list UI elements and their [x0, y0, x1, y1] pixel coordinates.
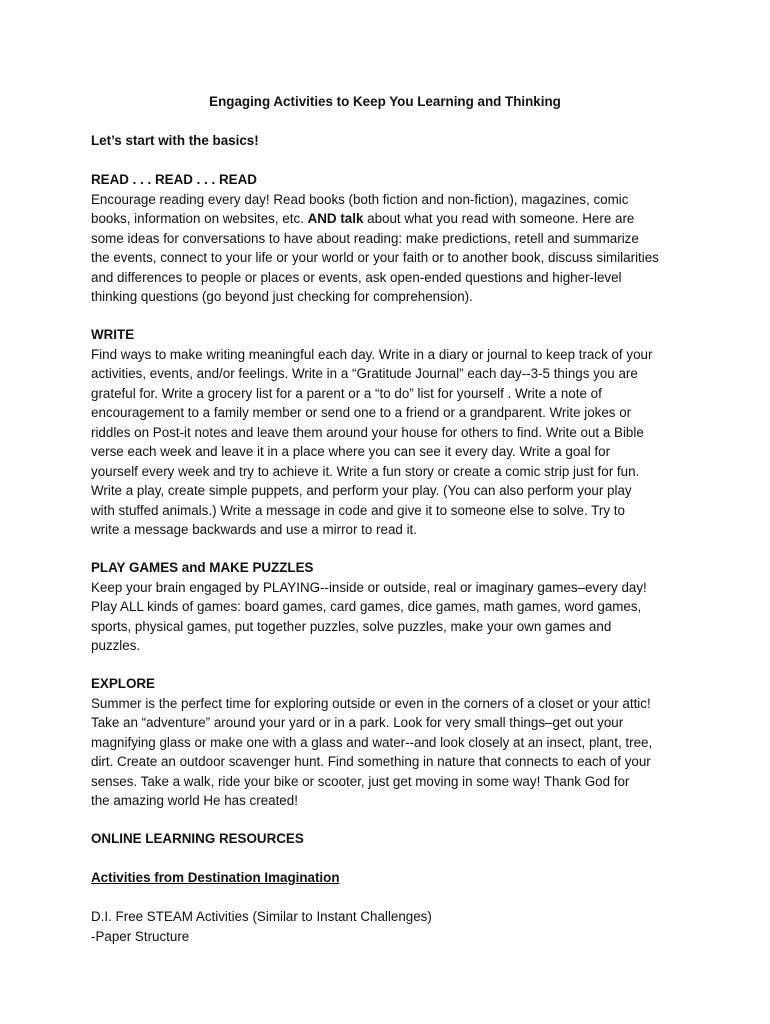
- explore-line-4: dirt. Create an outdoor scavenger hunt. Find something in nature that connects to each of your: [91, 754, 651, 769]
- section-body-games: [91, 578, 691, 656]
- online-line-2: -Paper Structure: [91, 928, 190, 944]
- section-heading-explore: EXPLORE: [91, 676, 155, 691]
- read-line-5: and differences to people or places or events, ask open-ended questions and higher-level: [91, 269, 622, 285]
- write-line-3: grateful for. Write a grocery list for a parent or a “to do” list for yourself . Write a note of: [91, 385, 602, 401]
- online-subsection: [91, 868, 691, 888]
- section-explore: [91, 674, 691, 811]
- write-line-1: Find ways to make writing meaningful each day. Write in a diary or journal to keep track of your: [91, 346, 653, 362]
- read-line-6: thinking questions (go beyond just checking for comprehension).: [91, 289, 473, 304]
- explore-line-6: the amazing world He has created!: [91, 793, 298, 808]
- games-line-1: Keep your brain engaged by PLAYING--inside or outside, real or imaginary games–every day!: [91, 579, 647, 595]
- read-line-2-bold: AND talk: [307, 211, 364, 226]
- section-body-explore: [91, 694, 691, 811]
- explore-line-5: senses. Take a walk, ride your bike or scooter, just get moving in some way! Thank God for: [91, 773, 630, 789]
- write-line-6: verse each week and leave it in a place where you can see it every day. Write a goal for: [91, 444, 611, 459]
- games-line-3: sports, physical games, put together puzzles, solve puzzles, make your own games and: [91, 618, 612, 634]
- section-heading-games: PLAY GAMES and MAKE PUZZLES: [91, 560, 314, 575]
- section-online: [91, 829, 691, 849]
- read-line-2: [91, 209, 691, 229]
- read-line-4: the events, connect to your life or your world or your faith or to another book, discuss similarities: [91, 250, 659, 265]
- section-heading-read: READ . . . READ . . . READ: [91, 172, 257, 187]
- read-line-3: some ideas for conversations to have about reading: make predictions, retell and summarize: [91, 230, 639, 246]
- read-line-2b: about what you read with someone. Here are: [363, 211, 635, 226]
- online-line-1: D.I. Free STEAM Activities (Similar to Instant Challenges): [91, 909, 432, 924]
- intro-line: Let’s start with the basics!: [91, 133, 259, 148]
- section-body-write: [91, 345, 691, 540]
- online-list: [91, 907, 691, 946]
- write-line-8: Write a play, create simple puppets, and perform your play. (You can also perform your play: [91, 483, 632, 498]
- section-read: [91, 170, 691, 307]
- intro-text: [91, 131, 691, 151]
- read-line-1: Encourage reading every day! Read books (both fiction and non-fiction), magazines, comic: [91, 191, 629, 207]
- section-heading-write: WRITE: [91, 327, 135, 342]
- write-line-5: riddles on Post-it notes and leave them around your house for others to find. Write out a Bible: [91, 424, 644, 440]
- explore-line-3: magnifying glass or make one with a glass and water--and look closely at an insect, plant, tree,: [91, 734, 653, 750]
- games-line-2: Play ALL kinds of games: board games, card games, dice games, math games, word games,: [91, 599, 642, 614]
- write-line-10: write a message backwards and use a mirror to read it.: [91, 522, 417, 537]
- read-line-2a: books, information on websites, etc.: [91, 211, 308, 226]
- section-write: [91, 325, 691, 540]
- document-title: Engaging Activities to Keep You Learning and Thinking: [209, 94, 561, 109]
- section-games: [91, 558, 691, 656]
- online-subheading: Activities from Destination Imagination: [91, 870, 340, 885]
- write-line-9: with stuffed animals.) Write a message in code and give it to someone else to solve. Try to: [91, 502, 625, 518]
- write-line-4: encouragement to a family member or send one to a friend or a grandparent. Write jokes or: [91, 405, 632, 420]
- write-line-2: activities, events, and/or feelings. Write in a “Gratitude Journal” each day--3-5 things you are: [91, 366, 638, 381]
- write-line-7: yourself every week and try to achieve it. Write a fun story or create a comic strip just for fun.: [91, 463, 640, 479]
- explore-line-2: Take an “adventure” around your yard or in a park. Look for very small things–get out your: [91, 715, 624, 730]
- games-line-4: puzzles.: [91, 638, 141, 653]
- section-heading-online: ONLINE LEARNING RESOURCES: [91, 831, 304, 846]
- section-body-read: [91, 190, 691, 307]
- explore-line-1: Summer is the perfect time for exploring outside or even in the corners of a closet or your attic!: [91, 695, 651, 711]
